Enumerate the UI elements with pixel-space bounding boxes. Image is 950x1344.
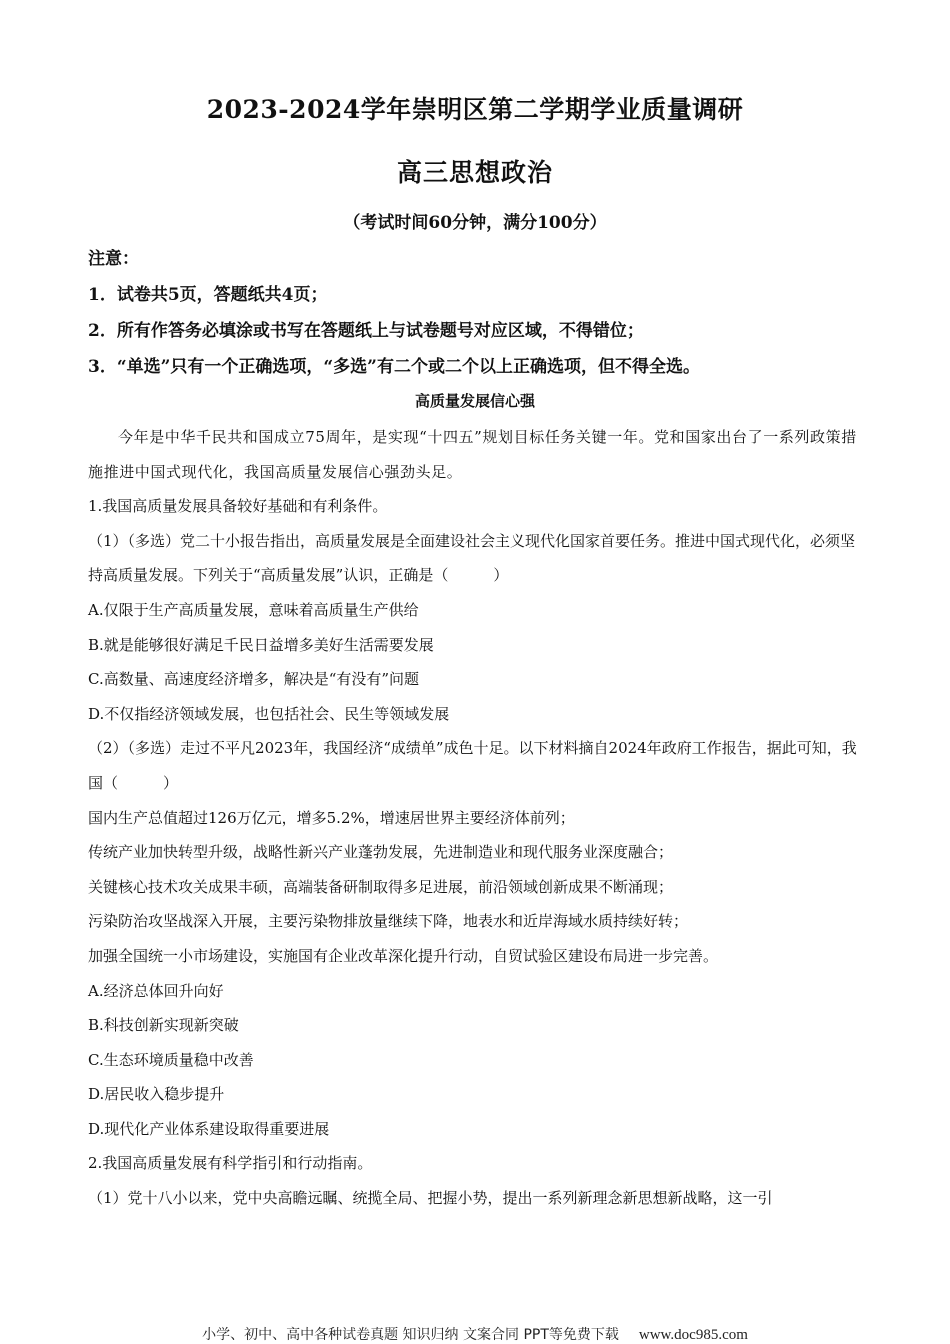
q2-1-stem: （1）党十八小以来，党中央高瞻远瞩、统揽全局、把握小势，提出一系列新理念新思想新战略，这一引 [88,1189,773,1208]
q1-1-option-a: A.仅限于生产高质量发展，意味着高质量生产供给 [88,600,419,619]
note-item-1: 1．试卷共5页，答题纸共4页； [88,285,328,305]
note-item-2: 2．所有作答务必填涂或书写在答题纸上与试卷题号对应区域，不得错位； [88,321,644,341]
q1-2-material-1: 国内生产总值超过126万亿元，增多5.2%，增速居世界主要经济体前列； [88,808,575,827]
q1-1-stem: （1）（多选）党二十小报告指出，高质量发展是全面建设社会主义现代化国家首要任务。推进中国式现代化，必须坚持高质量发展。下列关于“高质量发展”认识，正确是（ ） [88,531,856,585]
q1-2-option-b: B.科技创新实现新突破 [88,1016,239,1035]
q1-1-option-b: B.就是能够很好满足千民日益增多美好生活需要发展 [88,635,434,654]
q1-1-option-d: D.不仅指经济领域发展，也包括社会、民生等领域发展 [88,704,450,723]
page-footer [0,1324,950,1344]
q1-heading: 1.我国高质量发展具备较好基础和有利条件。 [88,497,388,516]
q1-1-option-c: C.高数量、高速度经济增多，解决是“有没有”问题 [88,670,420,689]
exam-info: （考试时间60分钟，满分100分） [343,213,607,233]
q1-2-material-5: 加强全国统一小市场建设，实施国有企业改革深化提升行动，自贸试验区建设布局进一步完善。 [88,946,719,965]
footer-text: 小学、初中、高中各种试卷真题 知识归纳 文案合同 PPT等免费下载 [202,1327,619,1343]
q1-2-material-4: 污染防治攻坚战深入开展，主要污染物排放量继续下降，地表水和近岸海域水质持续好转； [88,912,689,931]
question-body [88,420,864,1216]
q1-2-stem: （2）（多选）走过不平凡2023年，我国经济“成绩单”成色十足。以下材料摘自2024年政府工作报告，据此可知，我国（ ） [88,739,857,792]
section-title: 高质量发展信心强 [414,392,535,410]
q1-2-option-a: A.经济总体回升向好 [88,981,224,1000]
q1-2-option-c: C.生态环境质量稳中改善 [88,1050,254,1069]
note-item-3: 3．“单选”只有一个正确选项，“多选”有二个或二个以上正确选项，但不得全选。 [88,357,700,377]
exam-title: 2023-2024学年崇明区第二学期学业质量调研 [206,95,744,124]
q1-2-material-2: 传统产业加快转型升级，战略性新兴产业蓬勃发展，先进制造业和现代服务业深度融合； [88,843,674,862]
q1-2-option-e: D.现代化产业体系建设取得重要进展 [88,1119,330,1138]
footer-url[interactable]: www.doc985.com [638,1327,748,1343]
notes-block [88,244,888,388]
section-intro: 今年是中华千民共和国成立75周年，是实现“十四五”规划目标任务关键一年。党和国家出台了一系列政策措施推进中国式现代化，我国高质量发展信心强劲头足。 [88,428,857,481]
subject-title: 高三思想政治 [396,158,553,187]
q2-heading: 2.我国高质量发展有科学指引和行动指南。 [88,1154,373,1173]
notes-heading: 注意： [88,249,139,269]
q1-2-material-3: 关键核心技术攻关成果丰硕，高端装备研制取得多足进展，前沿领域创新成果不断涌现； [88,877,674,896]
q1-2-option-d: D.居民收入稳步提升 [88,1085,225,1104]
